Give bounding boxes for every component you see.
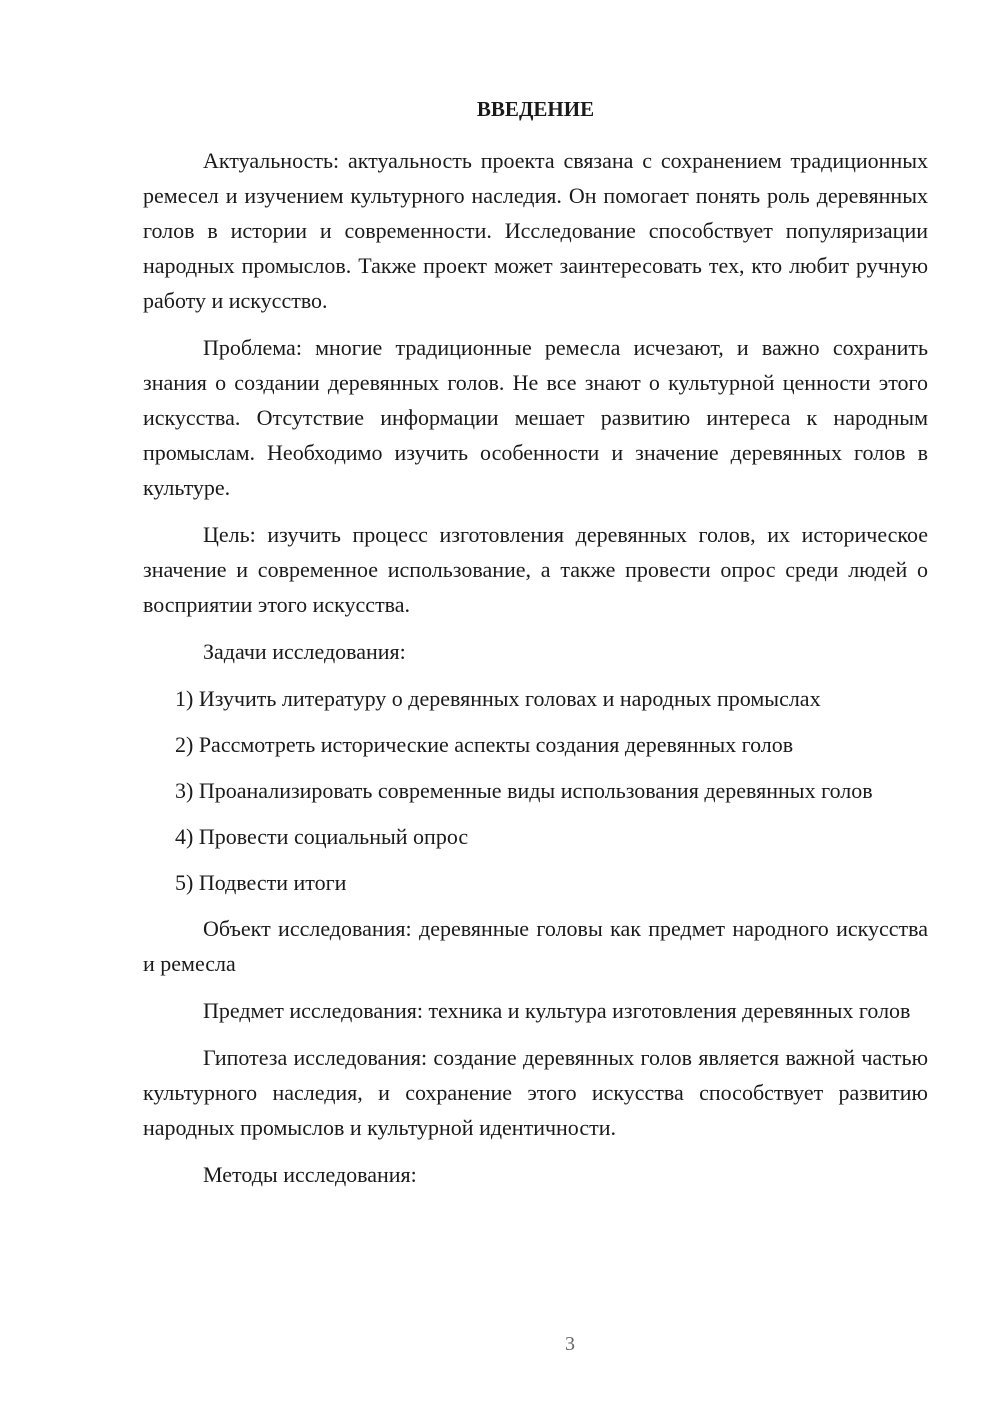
hypothesis-paragraph: Гипотеза исследования: создание деревянных голов является важной частью культурного наследия, и сохранение этого искусства способствует развитию народных промыслов и культурной идентичности. (143, 1045, 928, 1140)
task-item-1: 1) Изучить литературу о деревянных головах и народных промыслах (175, 686, 821, 711)
page-heading: ВВЕДЕНИЕ (476, 97, 595, 121)
page-number: 3 (565, 1333, 575, 1355)
task-item-2: 2) Рассмотреть исторические аспекты создания деревянных голов (175, 732, 794, 757)
page-content (143, 92, 928, 1204)
task-item-4: 4) Провести социальный опрос (175, 824, 469, 849)
object-paragraph: Объект исследования: деревянные головы как предмет народного искусства и ремесла (143, 916, 928, 976)
methods-title: Методы исследования: (203, 1162, 417, 1187)
task-item-5: 5) Подвести итоги (175, 870, 347, 895)
goal-paragraph: Цель: изучить процесс изготовления деревянных голов, их историческое значение и современное использование, а также провести опрос среди людей о восприятии этого искусства. (143, 522, 928, 617)
relevance-paragraph: Актуальность: актуальность проекта связана с сохранением традиционных ремесел и изучением культурного наследия. Он помогает понять роль деревянных голов в истории и современности. Исследование способствует популяризации народных промыслов. Также проект может заинтересовать тех, кто любит ручную работу и искусство. (143, 148, 928, 313)
problem-paragraph: Проблема: многие традиционные ремесла исчезают, и важно сохранить знания о создании деревянных голов. Не все знают о культурной ценности этого искусства. Отсутствие информации мешает развитию интереса к народным промыслам. Необходимо изучить особенности и значение деревянных голов в культуре. (143, 335, 928, 500)
subject-paragraph: Предмет исследования: техника и культура изготовления деревянных голов (203, 998, 911, 1023)
task-item-3: 3) Проанализировать современные виды использования деревянных голов (175, 778, 873, 803)
tasks-title: Задачи исследования: (203, 639, 406, 664)
